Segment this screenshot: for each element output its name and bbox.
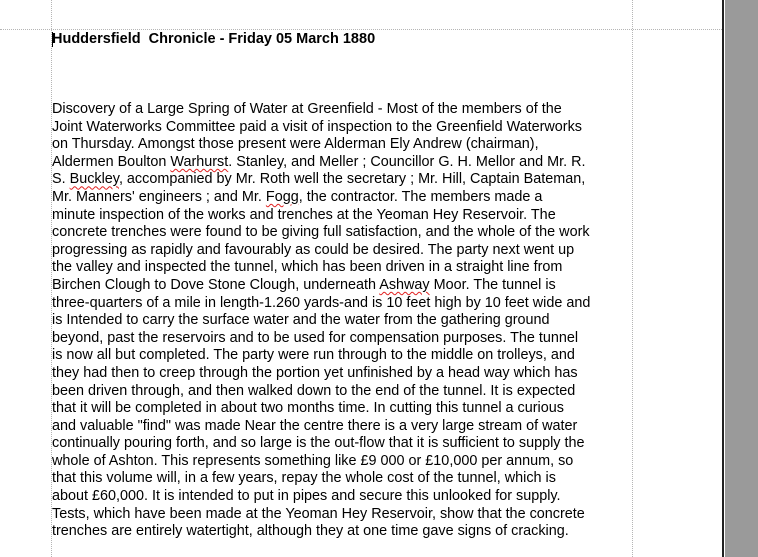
body-line: trenches are entirely watertight, although they at one time gave signs of cracking.: [52, 523, 569, 540]
body-line: is now all but completed. The party were run through to the middle on trolleys, and: [52, 347, 575, 364]
page-edge-shadow: [722, 0, 724, 557]
spellcheck-flag[interactable]: Buckley: [69, 171, 119, 188]
body-line: the valley and inspected the tunnel, which has been driven in a straight line from: [52, 259, 563, 276]
body-line: about £60,000. It is intended to put in pipes and secure this unlooked for supply.: [52, 488, 561, 505]
body-line: concrete trenches were found to be giving full satisfaction, and the whole of the work: [52, 224, 590, 241]
spellcheck-flag[interactable]: Fogg: [265, 188, 299, 205]
body-line: whole of Ashton. This represents something like £9 000 or £10,000 per annum, so: [52, 452, 574, 469]
body-line: minute inspection of the works and trenches at the Yeoman Hey Reservoir. The: [52, 206, 556, 223]
body-line: S. Buckley, accompanied by Mr. Roth well the secretary ; Mr. Hill, Captain Bateman,: [52, 171, 586, 188]
body-line: progressing as rapidly and favourably as could be desired. The party next went up: [52, 241, 575, 258]
article-heading[interactable]: Huddersfield Chronicle - Friday 05 March 1880: [52, 31, 376, 47]
body-line: Discovery of a Large Spring of Water at Greenfield - Most of the members of the: [52, 101, 562, 117]
body-line: Tests, which have been made at the Yeoman Hey Reservoir, show that the concrete: [52, 505, 585, 522]
workspace-background: [725, 0, 758, 557]
body-line: that this volume will, in a few years, repay the whole cost of the tunnel, which is: [52, 470, 556, 487]
body-line: Birchen Clough to Dove Stone Clough, underneath Ashway Moor. The tunnel is: [52, 276, 556, 293]
body-line: Aldermen Boulton Warhurst. Stanley, and Meller ; Councillor G. H. Mellor and Mr. R.: [52, 153, 586, 170]
body-line: they had then to creep through the portion yet unfinished by a head way which has: [52, 364, 578, 381]
body-line: Mr. Manners' engineers ; and Mr. Fogg, the contractor. The members made a: [52, 188, 543, 205]
body-line: and valuable "find" was made Near the centre there is a very large stream of water: [52, 417, 578, 434]
body-line: Joint Waterworks Committee paid a visit of inspection to the Greenfield Waterworks: [52, 118, 582, 135]
body-line: continually pouring forth, and so large is the out-flow that it is sufficient to supply the: [52, 435, 585, 452]
body-line: three-quarters of a mile in length-1.260 yards-and is 10 feet high by 10 feet wide and: [52, 294, 591, 311]
body-line: is Intended to carry the surface water and the water from the gathering ground: [52, 312, 550, 329]
spellcheck-flag[interactable]: Warhurst: [170, 153, 229, 170]
body-line: been driven through, and then walked down to the end of the tunnel. It is expected: [52, 382, 576, 399]
spellcheck-flag[interactable]: Ashway: [379, 276, 430, 293]
article-body[interactable]: [52, 101, 634, 541]
body-line: beyond, past the reservoirs and to be used for compensation purposes. The tunnel: [52, 329, 579, 346]
body-line: that it will be completed in about two months time. In cutting this tunnel a curious: [52, 400, 564, 417]
body-line: on Thursday. Amongst those present were Alderman Ely Andrew (chairman),: [52, 136, 539, 153]
